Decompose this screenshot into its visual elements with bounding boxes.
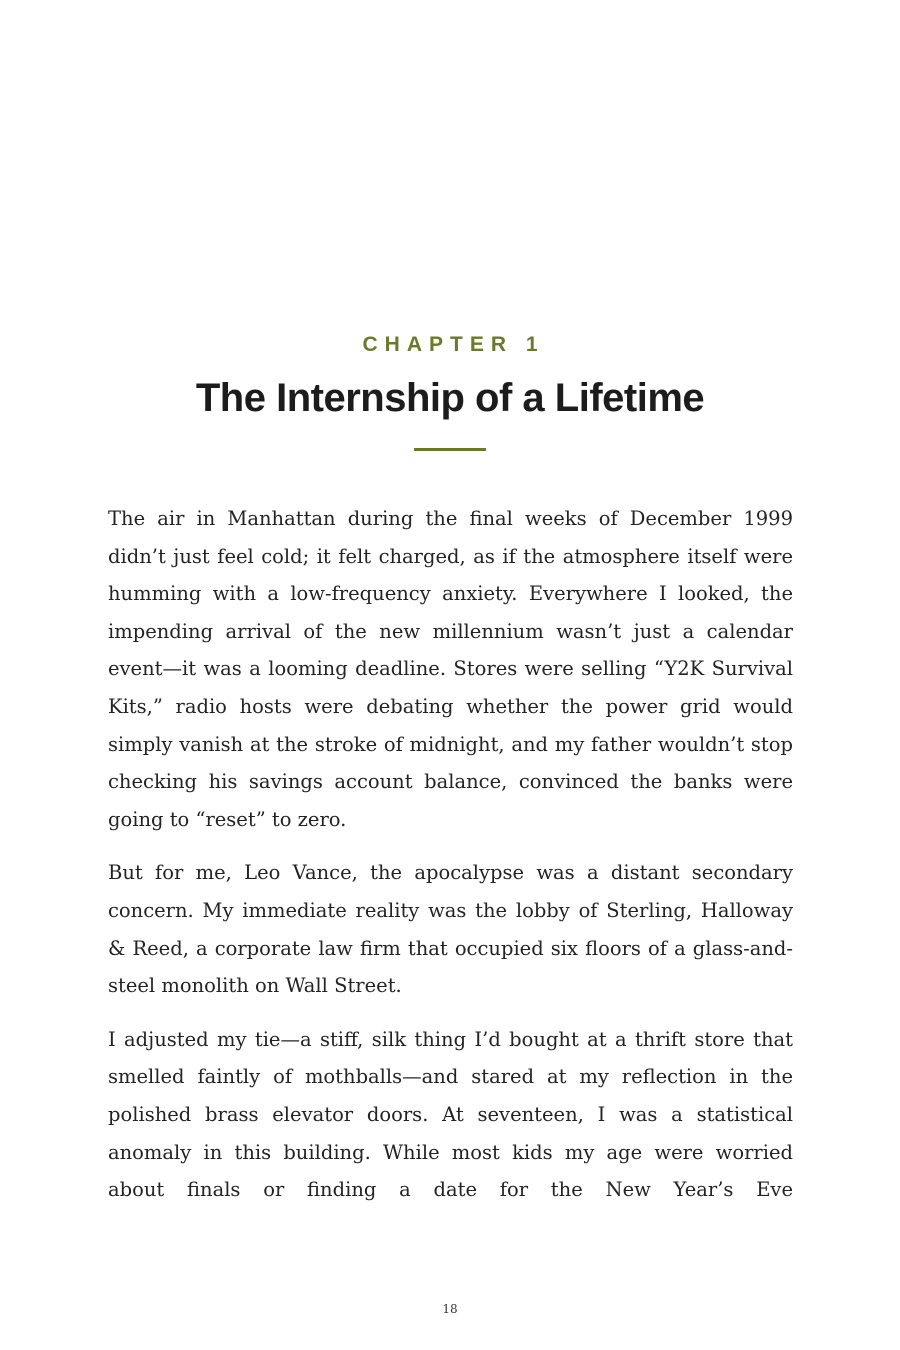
- title-divider: [414, 448, 486, 451]
- chapter-body: [108, 500, 793, 1225]
- paragraph: I adjusted my tie—a stiff, silk thing I’d bought at a thrift store that smelled faintly of mothballs—and stared at my reflection in the polished brass elevator doors. At seventeen, I was a statistical anomaly in this building. While most kids my age were worried about finals or finding a date for the New Year’s Eve: [108, 1027, 793, 1202]
- paragraph: But for me, Leo Vance, the apocalypse was a distant secondary concern. My immediate reality was the lobby of Sterling, Halloway & Reed, a corporate law firm that occupied six floors of a glass-and-steel monolith on Wall Street.: [108, 861, 793, 998]
- chapter-label: CHAPTER 1: [362, 333, 545, 356]
- paragraph: The air in Manhattan during the final weeks of December 1999 didn’t just feel cold; it felt charged, as if the atmosphere itself were humming with a low-frequency anxiety. Everywhere I looked, the impending arrival of the new millennium wasn’t just a calendar event—it was a looming deadline. Stores were selling “Y2K Survival Kits,” radio hosts were debating whether the power grid would simply vanish at the stroke of midnight, and my father wouldn’t stop checking his savings account balance, convinced the banks were going to “reset” to zero.: [108, 507, 793, 831]
- chapter-title: The Internship of a Lifetime: [195, 376, 705, 420]
- page-number: 18: [442, 1302, 458, 1316]
